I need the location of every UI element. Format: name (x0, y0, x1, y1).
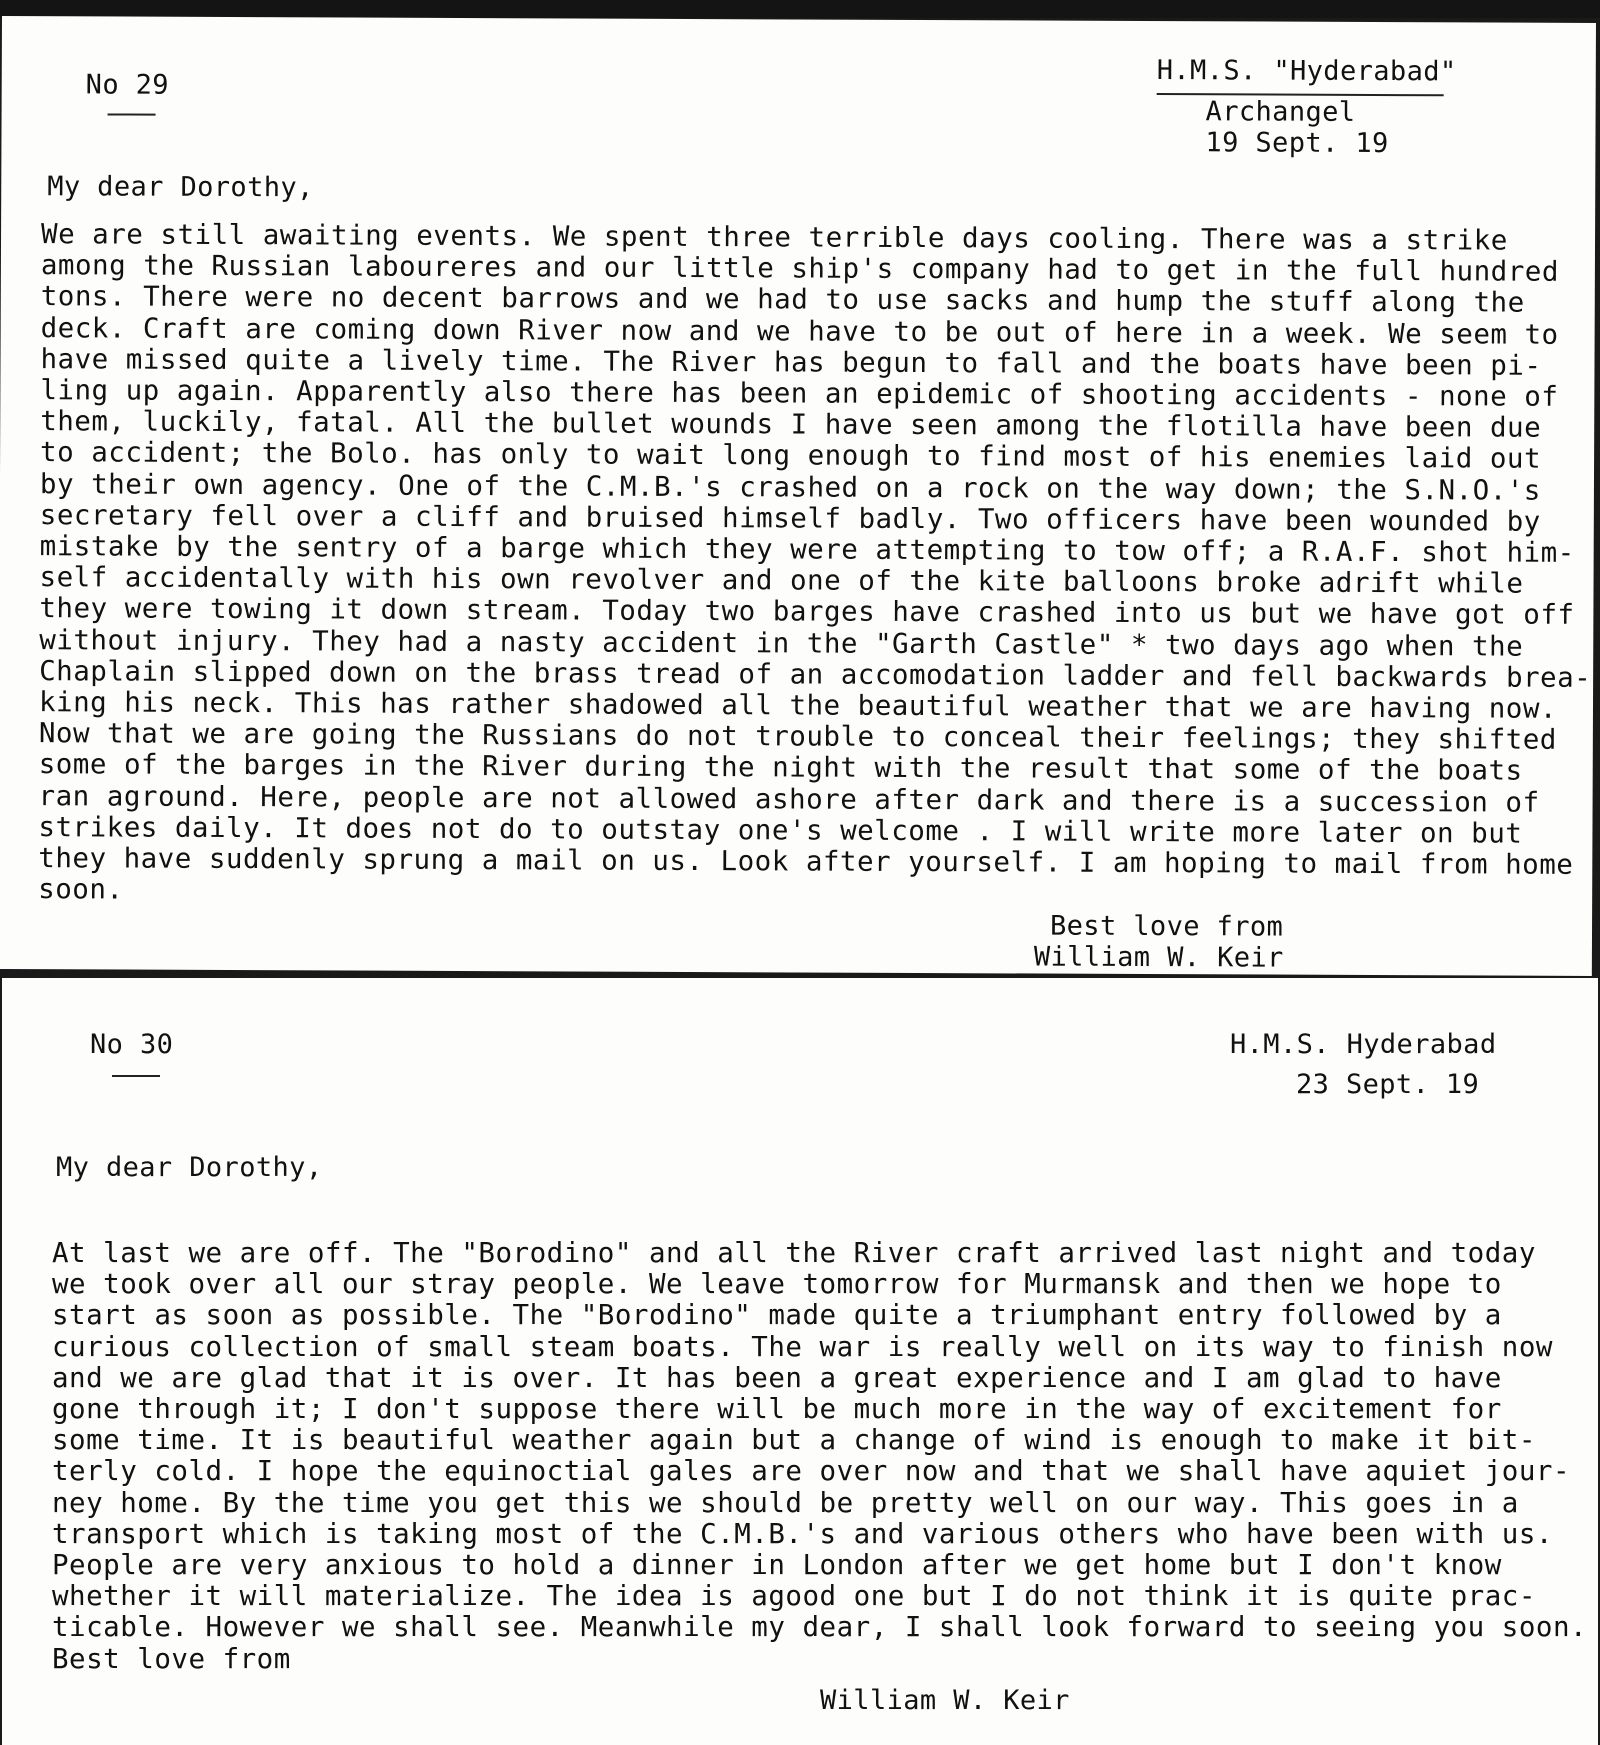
salutation: My dear Dorothy, (56, 1152, 323, 1183)
body-line: have missed quite a lively time. The River has begun to fall and the boats have been pi- (40, 342, 1542, 382)
body-line: some time. It is beautiful weather again but a change of wind is enough to make it bit- (52, 1424, 1536, 1457)
body-line: We are still awaiting events. We spent three terrible days cooling. There was a strike (40, 218, 1508, 257)
body-line: by their own agency. One of the C.M.B.'s crashed on a rock on the way down; the S.N.O.'s (39, 467, 1541, 507)
body-line: Now that we are going the Russians do not trouble to conceal their feelings; they shifted (38, 717, 1557, 757)
body-line: terly cold. I hope the equinoctial gales are over now and that we shall have aquiet jour- (52, 1455, 1571, 1488)
body-line: Chaplain slipped down on the brass tread of an accomodation ladder and fell backwards brea- (39, 655, 1592, 694)
closing: Best love from (1049, 910, 1284, 943)
body-line: among the Russian laboureres and our little ship's company had to get in the full hundred (40, 249, 1559, 288)
body-line: transport which is taking most of the C.M.B.'s and various others who have been with us. (52, 1517, 1553, 1550)
body-line: gone through it; I don't suppose there will be much more in the way of excitement for (52, 1393, 1502, 1426)
body-line: People are very anxious to hold a dinner in London after we get home but I don't know (52, 1549, 1502, 1582)
body-line: to accident; the Bolo. has only to wait long enough to find most of his enemies laid out (40, 436, 1542, 476)
body-line: soon. (38, 873, 124, 906)
letter-sheet-29 (0, 16, 1596, 976)
body-line: they have suddenly sprung a mail on us. Look after yourself. I am hoping to mail from home (38, 842, 1574, 881)
body-line: some of the barges in the River during the night with the result that some of the boats (38, 748, 1523, 788)
body-line: king his neck. This has rather shadowed all the beautiful weather that we are having now. (38, 686, 1558, 725)
place: Archangel (1205, 96, 1356, 128)
letter-sheet-30 (2, 978, 1598, 1745)
number-underline (112, 1075, 160, 1077)
body-line: curious collection of small steam boats. The war is really well on its way to finish now (52, 1330, 1553, 1363)
body-line: ney home. By the time you get this we should be pretty well on our way. This goes in a (52, 1486, 1519, 1519)
body-line: we took over all our stray people. We leave tomorrow for Murmansk and then we hope to (52, 1268, 1502, 1301)
signature: William W. Keir (820, 1685, 1070, 1716)
number-underline (108, 113, 156, 115)
body-line: whether it will materialize. The idea is agood one but I do not think it is quite prac- (52, 1580, 1536, 1613)
body-line: deck. Craft are coming down River now and we have to be out of here in a week. We seem to (40, 311, 1559, 351)
body-line: strikes daily. It does not do to outstay one's welcome . I will write more later on but (38, 811, 1523, 850)
body-line: them, luckily, fatal. All the bullet wounds I have seen among the flotilla have been due (40, 405, 1542, 444)
body-line: mistake by the sentry of a barge which they were attempting to tow off; a R.A.F. shot him- (39, 530, 1575, 569)
letter-body (52, 1238, 1587, 1675)
body-line: tons. There were no decent barrows and we had to use sacks and hump the stuff along the (40, 280, 1525, 320)
body-line: At last we are off. The "Borodino" and all the River craft arrived last night and today (52, 1237, 1536, 1269)
letter-date: 19 Sept. 19 (1205, 127, 1389, 160)
body-line: they were towing it down stream. Today two barges have crashed into us but we have got off (39, 592, 1575, 632)
body-line: Best love from (52, 1642, 291, 1675)
letter-date: 23 Sept. 19 (1296, 1069, 1480, 1100)
letter-number: No 30 (90, 1029, 174, 1060)
salutation: My dear Dorothy, (47, 171, 314, 204)
ship-name: H.M.S. Hyderabad (1230, 1029, 1497, 1060)
signature: William W. Keir (1033, 941, 1284, 974)
body-line: ran aground. Here, people are not allowed ashore after dark and there is a succession of (38, 779, 1540, 819)
body-line: secretary fell over a cliff and bruised himself badly. Two officers have been wounded by (39, 498, 1541, 538)
letter-body (38, 219, 1593, 912)
body-line: without injury. They had a nasty accident in the "Garth Castle" * two days ago when the (39, 623, 1524, 663)
letter-number: No 29 (85, 69, 170, 101)
body-line: and we are glad that it is over. It has been a great experience and I am glad to have (52, 1361, 1502, 1394)
body-line: start as soon as possible. The "Borodino" made quite a triumphant entry followed by a (52, 1299, 1502, 1332)
body-line: ling up again. Apparently also there has been an epidemic of shooting accidents - none of (40, 374, 1559, 413)
scan-background (0, 0, 1600, 18)
ship-name: H.M.S. "Hyderabad" (1156, 55, 1457, 88)
body-line: self accidentally with his own revolver and one of the kite balloons broke adrift while (39, 561, 1524, 600)
body-line: ticable. However we shall see. Meanwhile my dear, I shall look forward to seeing you soon. (52, 1611, 1588, 1644)
